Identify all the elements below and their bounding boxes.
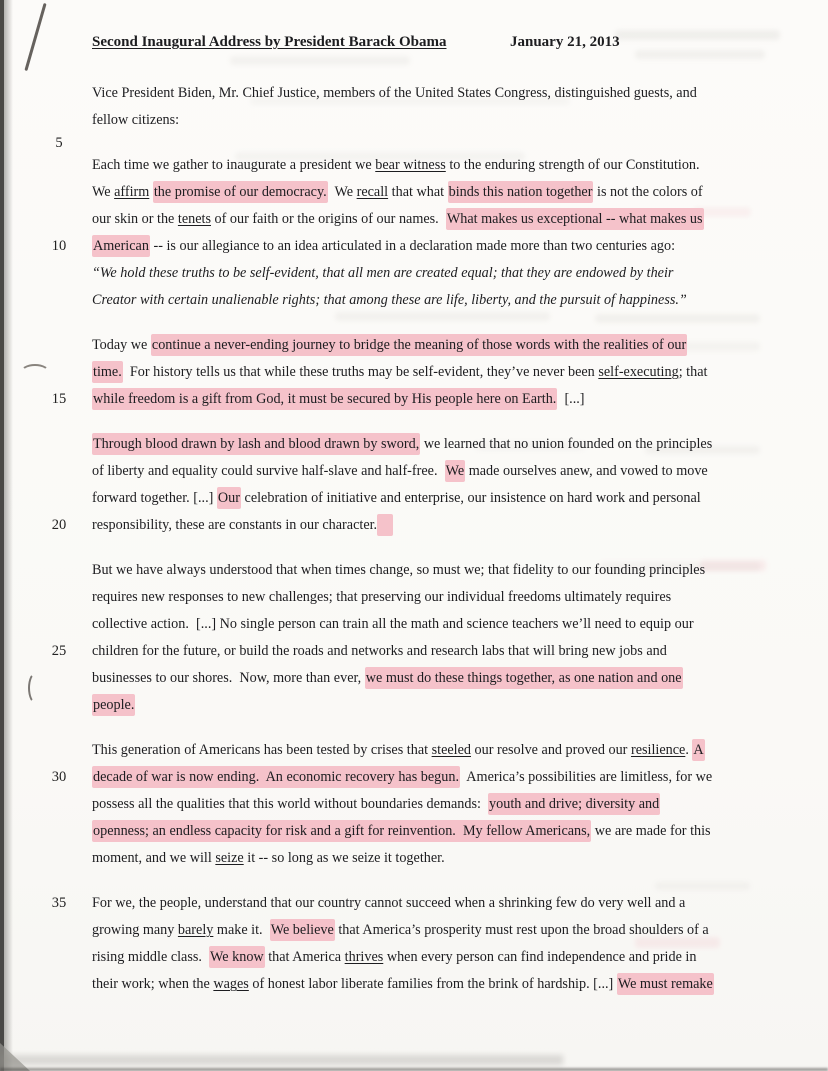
text-run: America’s possibilities are limitless, for we <box>460 769 713 785</box>
text-run: our skin or the <box>92 211 178 227</box>
document-line <box>92 332 772 359</box>
text-run: Vice President Biden, Mr. Chief Justice, members of the United States Congress, distinguished guests, and <box>92 85 697 101</box>
document-line <box>92 944 772 971</box>
document-line <box>51 233 772 260</box>
text-run: possess all the qualities that this world without boundaries demands: <box>92 796 489 812</box>
text-run: of liberty and equality could survive half-slave and half-free. <box>92 463 445 479</box>
underlined-text: steeled <box>431 742 471 758</box>
line-number: 20 <box>51 517 67 533</box>
highlighted-text: while freedom is a gift from God, it must be secured by His people here on Earth. <box>92 388 557 410</box>
line-number: 10 <box>51 238 67 254</box>
text-run: collective action. [...] No single person can train all the math and science teachers we’ll need to equip our <box>92 616 694 632</box>
highlighted-text: the promise of our democracy. <box>153 181 328 203</box>
underlined-text: thrives <box>344 949 384 965</box>
text-run: that what <box>388 184 448 200</box>
document-line <box>92 818 772 845</box>
document-lines <box>51 80 772 998</box>
text-run: of honest labor liberate families from the brink of hardship. [...] <box>248 976 617 992</box>
highlighted-text: people. <box>92 694 135 716</box>
text-run: Creator with certain unalienable rights; that among these are life, liberty, and the pursuit of happiness.” <box>92 292 687 308</box>
text-run: Today we <box>92 337 151 353</box>
document-line <box>92 845 772 872</box>
text-run: our resolve and proved our <box>471 742 631 758</box>
document-line <box>92 737 772 764</box>
document-line <box>51 890 772 917</box>
text-run: children for the future, or build the roads and networks and research labs that will bring new jobs and <box>92 643 667 659</box>
underlined-text: self-executing <box>598 364 679 380</box>
text-run: that America’s prosperity must rest upon the broad shoulders of a <box>334 922 709 938</box>
document-line <box>92 611 772 638</box>
document-line <box>92 107 772 134</box>
line-number: 30 <box>51 769 67 785</box>
highlighted-text: We know <box>209 946 265 968</box>
paragraph-gap <box>92 719 772 737</box>
bleed-through-mark <box>230 56 410 65</box>
paragraph-gap <box>55 134 772 152</box>
text-run: “We hold these truths to be self-evident, that all men are created equal; that they are endowed by their <box>92 265 674 281</box>
document-line <box>92 359 772 386</box>
document-line <box>51 512 772 539</box>
document-line <box>92 206 772 233</box>
highlighted-text: we must do these things together, as one nation and one <box>365 667 683 689</box>
text-run: businesses to our shores. Now, more than ever, <box>92 670 365 686</box>
paragraph-gap <box>92 872 772 890</box>
document-line <box>51 764 772 791</box>
document-line <box>92 485 772 512</box>
text-run: it -- so long as we seize it together. <box>243 850 445 866</box>
document-line <box>92 917 772 944</box>
paragraph-gap <box>92 314 772 332</box>
underlined-text: resilience <box>630 742 686 758</box>
text-run: is not the colors of <box>593 184 703 200</box>
text-run: requires new responses to new challenges; that preserving our individual freedoms ultimately requires <box>92 589 672 605</box>
fold-crease-mark <box>24 3 46 71</box>
highlighted-text: Our <box>217 487 241 509</box>
text-run: their work; when the <box>92 976 214 992</box>
document-line <box>92 152 772 179</box>
highlighted-text: decade of war is now ending. An economic recovery has begun. <box>92 766 460 788</box>
bottom-edge-shadow <box>0 1055 563 1065</box>
text-run: growing many <box>92 922 178 938</box>
document-line <box>92 260 772 287</box>
text-run: to the enduring strength of our Constitution. <box>445 157 700 173</box>
document-line <box>92 971 772 998</box>
text-run: responsibility, these are constants in our character. <box>92 517 378 533</box>
text-run: when every person can find independence and pride in <box>383 949 697 965</box>
document-line <box>92 692 772 719</box>
document-date: January 21, 2013 <box>510 34 620 50</box>
underlined-text: recall <box>356 184 389 200</box>
text-run: For history tells us that while these truths may be self-evident, they’ve never been <box>122 364 599 380</box>
document-line <box>92 431 772 458</box>
highlighted-text: time. <box>92 361 123 383</box>
document-line <box>92 80 772 107</box>
pen-paren-mark <box>28 672 44 704</box>
text-run: celebration of initiative and enterprise, our insistence on hard work and personal <box>240 490 701 506</box>
highlighted-text: continue a never-ending journey to bridge the meaning of those words with the realities of our <box>151 334 687 356</box>
text-run: moment, and we will <box>92 850 216 866</box>
text-run: made ourselves anew, and vowed to move <box>465 463 708 479</box>
highlighted-text: binds this nation together <box>448 181 594 203</box>
text-run: For we, the people, understand that our country cannot succeed when a shrinking few do very well and a <box>92 895 686 911</box>
paragraph-gap <box>92 539 772 557</box>
text-run: This generation of Americans has been tested by crises that <box>92 742 432 758</box>
text-run: -- is our allegiance to an idea articulated in a declaration made more than two centuries ago: <box>149 238 676 254</box>
text-run: But we have always understood that when times change, so must we; that fidelity to our founding principles <box>92 562 706 578</box>
highlighted-text: openness; an endless capacity for risk and a gift for reinvention. My fellow Americans, <box>92 820 591 842</box>
text-run: make it. <box>213 922 270 938</box>
highlighted-text <box>377 514 393 536</box>
document-line <box>92 791 772 818</box>
document-line <box>92 665 772 692</box>
underlined-text: tenets <box>177 211 211 227</box>
underlined-text: bear witness <box>375 157 446 173</box>
line-number: 35 <box>51 895 67 911</box>
line-number: 15 <box>51 391 67 407</box>
line-number: 25 <box>51 643 67 659</box>
text-run: we learned that no union founded on the principles <box>420 436 713 452</box>
document-line <box>51 638 772 665</box>
text-run: We <box>327 184 357 200</box>
bleed-through-mark <box>635 50 765 59</box>
highlighted-text: We <box>445 460 466 482</box>
page-edge-shadow-soft <box>4 0 13 1071</box>
document-line <box>92 458 772 485</box>
line-number: 5 <box>55 135 63 151</box>
text-run: forward together. [...] <box>92 490 217 506</box>
paragraph-gap <box>92 413 772 431</box>
document-line <box>92 584 772 611</box>
highlighted-text: We believe <box>270 919 335 941</box>
pen-arc-mark <box>20 364 50 382</box>
bleed-through-mark <box>615 30 780 40</box>
text-run: We <box>92 184 115 200</box>
text-run: of our faith or the origins of our names. <box>211 211 446 227</box>
text-run: [...] <box>557 391 585 407</box>
highlighted-text: We must remake <box>617 973 714 995</box>
document-line <box>51 386 772 413</box>
highlighted-text: What makes us exceptional -- what makes us <box>446 208 704 230</box>
text-run: . <box>685 742 693 758</box>
document-title: Second Inaugural Address by President Barack Obama <box>92 34 447 50</box>
text-run: ; that <box>678 364 708 380</box>
document-line <box>92 557 772 584</box>
underlined-text: affirm <box>114 184 150 200</box>
document-line <box>92 287 772 314</box>
highlighted-text: Through blood drawn by lash and blood drawn by sword, <box>92 433 420 455</box>
text-run: we are made for this <box>591 823 711 839</box>
highlighted-text: A <box>692 739 704 761</box>
document-line <box>92 179 772 206</box>
underlined-text: barely <box>177 922 214 938</box>
underlined-text: wages <box>213 976 249 992</box>
highlighted-text: American <box>92 235 150 257</box>
highlighted-text: youth and drive; diversity and <box>488 793 660 815</box>
text-run: that America <box>264 949 345 965</box>
text-run: rising middle class. <box>92 949 210 965</box>
text-run: Each time we gather to inaugurate a president we <box>92 157 376 173</box>
text-run: fellow citizens: <box>92 112 180 128</box>
underlined-text: seize <box>215 850 244 866</box>
